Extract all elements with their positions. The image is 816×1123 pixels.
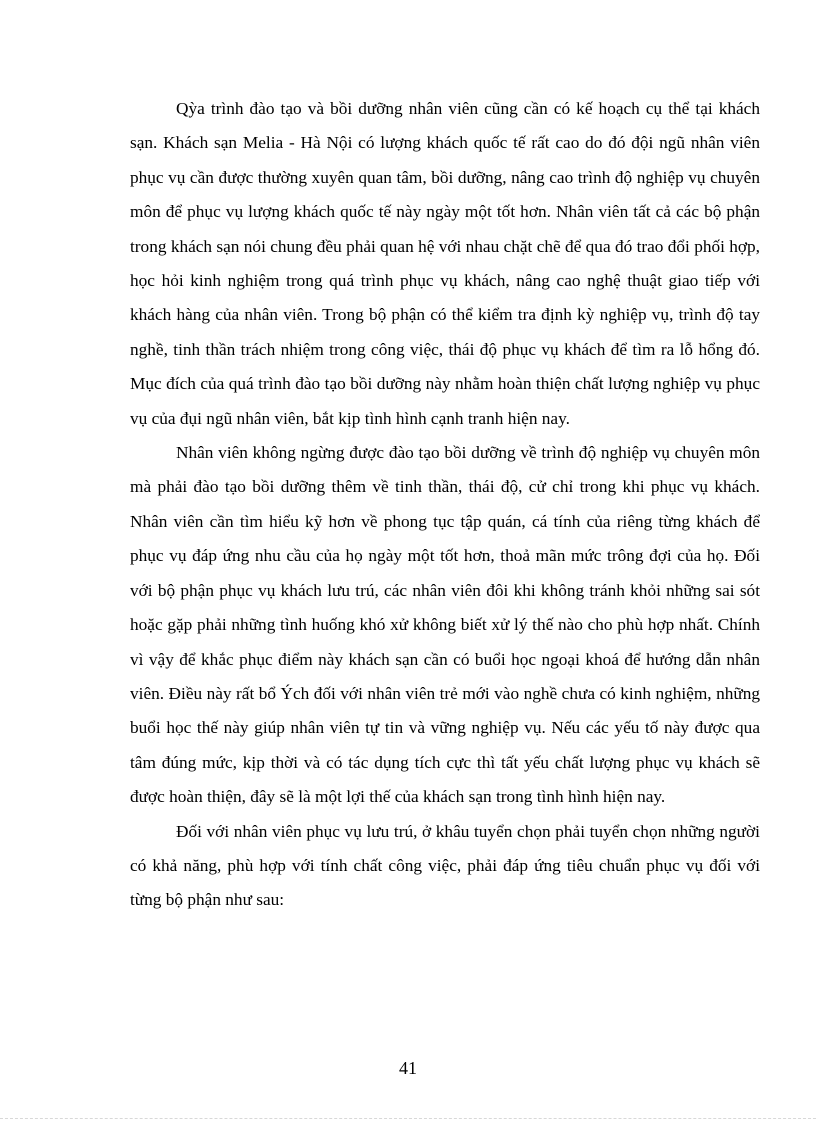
paragraph-recruitment: Đối với nhân viên phục vụ lưu trú, ở khâu tuyển chọn phải tuyển chọn những người có khả năng, phù hợp với tính chất công việc, phải đáp ứng tiêu chuẩn phục vụ đối với từng bộ phận như sau: [130, 821, 760, 910]
paragraph-staff-development: Nhân viên không ngừng được đào tạo bồi dưỡng về trình độ nghiệp vụ chuyên môn mà phải đào tạo bồi dưỡng thêm về tinh thần, thái độ, cử chỉ trong khi phục vụ khách. Nhân viên cần tìm hiểu kỹ hơn về phong tục tập quán, cá tính của riêng từng khách để phục vụ đáp ứng nhu cầu của họ ngày một tốt hơn, thoả mãn mức trông đợi của họ. Đối với bộ phận phục vụ khách lưu trú, các nhân viên đôi khi không tránh khỏi những sai sót hoặc gặp phải những tình huống khó xử không biết xử lý thế nào cho phù hợp nhất. Chính vì vậy để khắc phục điểm này khách sạn cần có buổi học ngoại khoá để hướng dẫn nhân viên. Điều này rất bổ Ých đối với nhân viên trẻ mới vào nghề chưa có kinh nghiệm, những buổi học thế này giúp nhân viên tự tin và vững nghiệp vụ. Nếu các yếu tố này được qua tâm đúng mức, kịp thời và có tác dụng tích cực thì tất yếu chất lượng phục vụ khách sẽ được hoàn thiện, đây sẽ là một lợi thế của khách sạn trong tình hình hiện nay. [130, 443, 760, 807]
page-number: 41 [399, 1058, 417, 1078]
paragraph-training-plan: Qỳa trình đào tạo và bồi dưỡng nhân viên cũng cần có kế hoạch cụ thể tại khách sạn. Khách sạn Melia - Hà Nội có lượng khách quốc tế rất cao do đó đội ngũ nhân viên phục vụ cần được thường xuyên quan tâm, bồi dưỡng, nâng cao trình độ nghiệp vụ chuyên môn để phục vụ lượng khách quốc tế này ngày một tốt hơn. Nhân viên tất cả các bộ phận trong khách sạn nói chung đều phải quan hệ với nhau chặt chẽ để qua đó trao đổi phối hợp, học hỏi kinh nghiệm trong quá trình phục vụ khách, nâng cao nghệ thuật giao tiếp với khách hàng của nhân viên. Trong bộ phận có thể kiểm tra định kỳ nghiệp vụ, trình độ tay nghề, tinh thần trách nhiệm trong công việc, thái độ phục vụ khách để tìm ra lỗ hổng đó. Mục đích của quá trình đào tạo bồi dưỡng này nhằm hoàn thiện chất lượng nghiệp vụ phục vụ của đụi ngũ nhân viên, bắt kịp tình hình cạnh tranh hiện nay. [130, 99, 760, 428]
page-bottom-divider [0, 1118, 816, 1119]
document-body [130, 92, 760, 918]
